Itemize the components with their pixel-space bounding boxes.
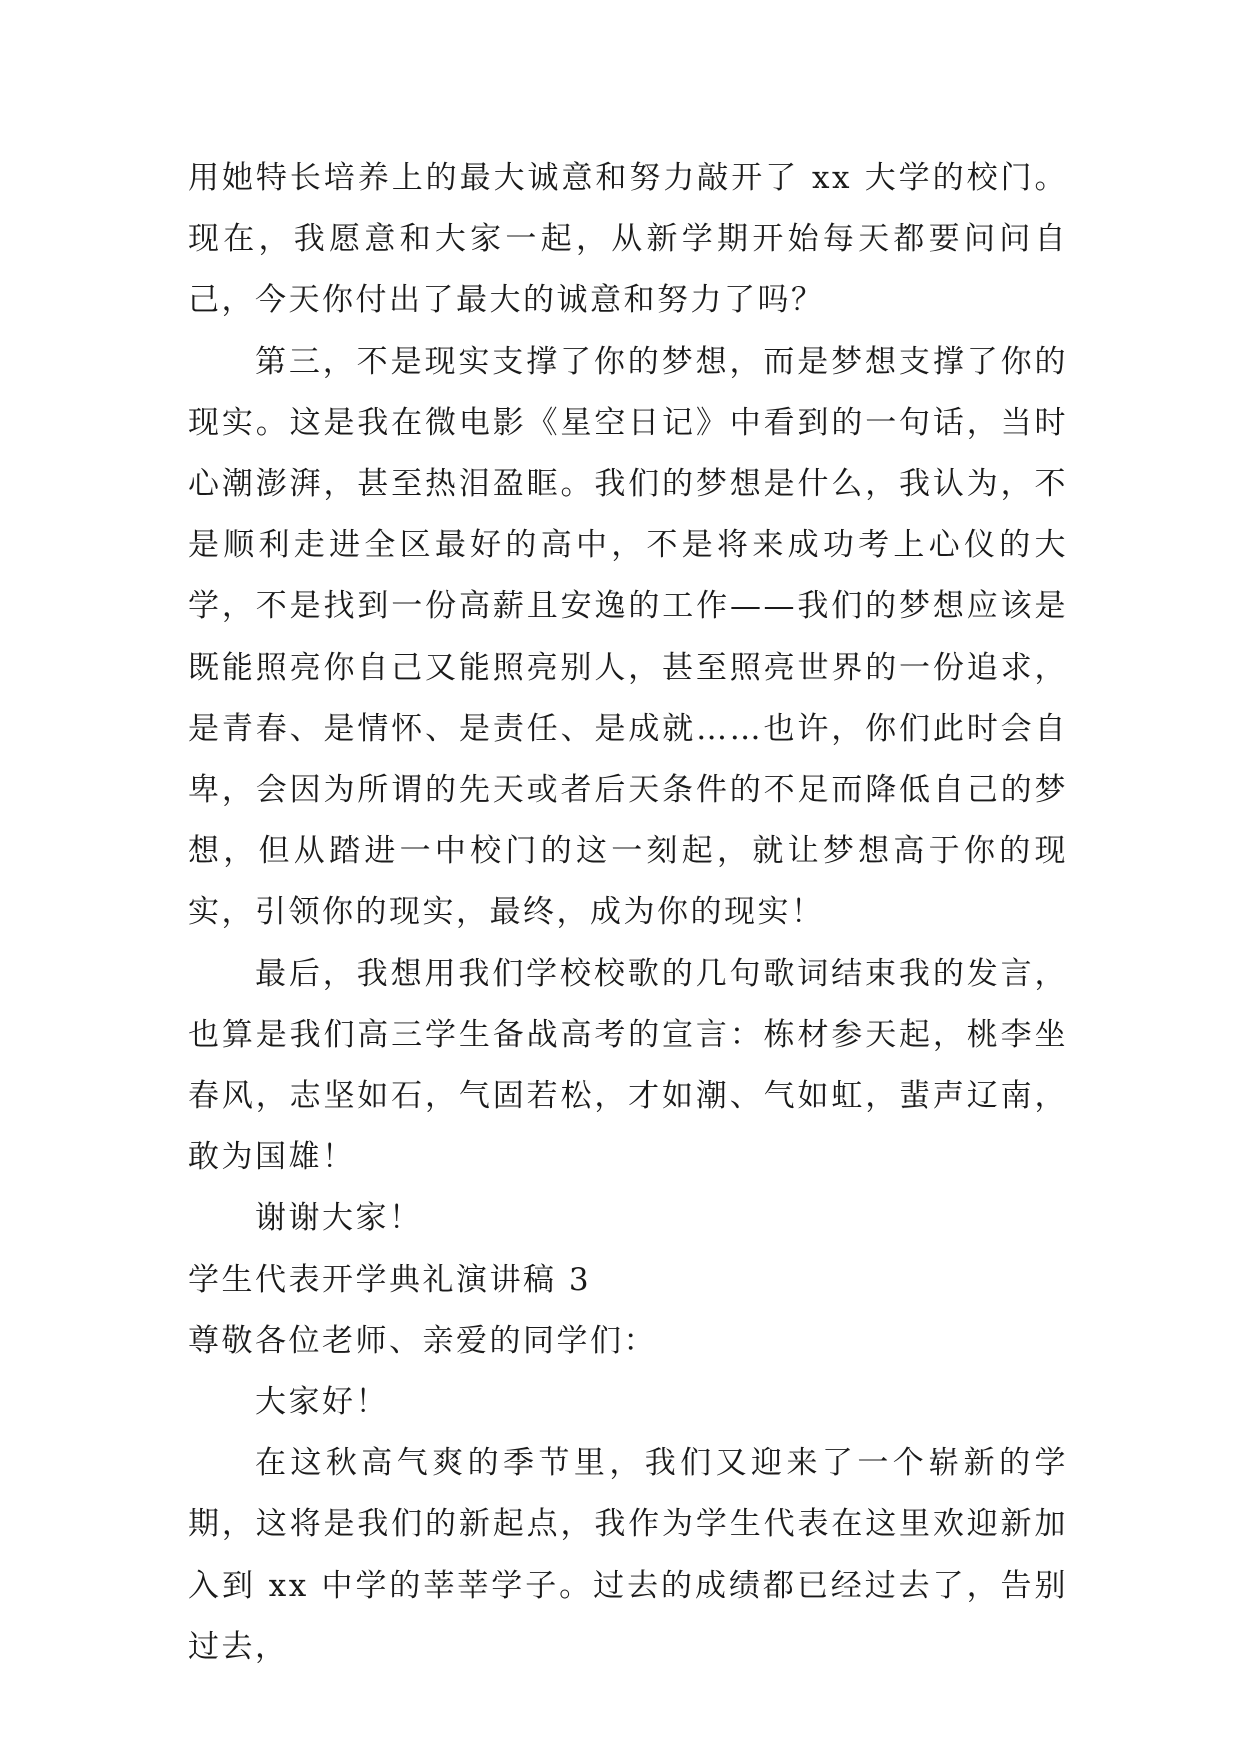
paragraph-2: 第三，不是现实支撑了你的梦想，而是梦想支撑了你的现实。这是我在微电影《星空日记》中看到的一句话，当时心潮澎湃，甚至热泪盈眶。我们的梦想是什么，我认为，不是顺利走进全区最好的高中，不是将来成功考上心仪的大学，不是找到一份高薪且安逸的工作——我们的梦想应该是既能照亮你自己又能照亮别人，甚至照亮世界的一份追求，是青春、是情怀、是责任、是成就……也许，你们此时会自卑，会因为所谓的先天或者后天条件的不足而降低自己的梦想，但从踏进一中校门的这一刻起，就让梦想高于你的现实，引领你的现实，最终，成为你的现实！ xyxy=(188,343,1068,931)
document-body xyxy=(188,148,1068,1678)
paragraph-4: 谢谢大家！ xyxy=(255,1200,423,1237)
paragraph-1: 用她特长培养上的最大诚意和努力敲开了 xx 大学的校门。现在，我愿意和大家一起，从新学期开始每天都要问问自己，今天你付出了最大的诚意和努力了吗？ xyxy=(188,160,1068,319)
greeting: 大家好！ xyxy=(255,1384,389,1421)
closing-paragraph: 在这秋高气爽的季节里，我们又迎来了一个崭新的学期，这将是我们的新起点，我作为学生代表在这里欢迎新加入到 xx 中学的莘莘学子。过去的成绩都已经过去了，告别过去， xyxy=(188,1445,1068,1665)
section-title: 学生代表开学典礼演讲稿 3 xyxy=(188,1261,592,1298)
paragraph-3: 最后，我想用我们学校校歌的几句歌词结束我的发言，也算是我们高三学生备战高考的宣言：栋材参天起，桃李坐春风，志坚如石，气固若松，才如潮、气如虹，蜚声辽南，敢为国雄！ xyxy=(188,955,1068,1176)
salutation: 尊敬各位老师、亲爱的同学们： xyxy=(188,1322,657,1359)
